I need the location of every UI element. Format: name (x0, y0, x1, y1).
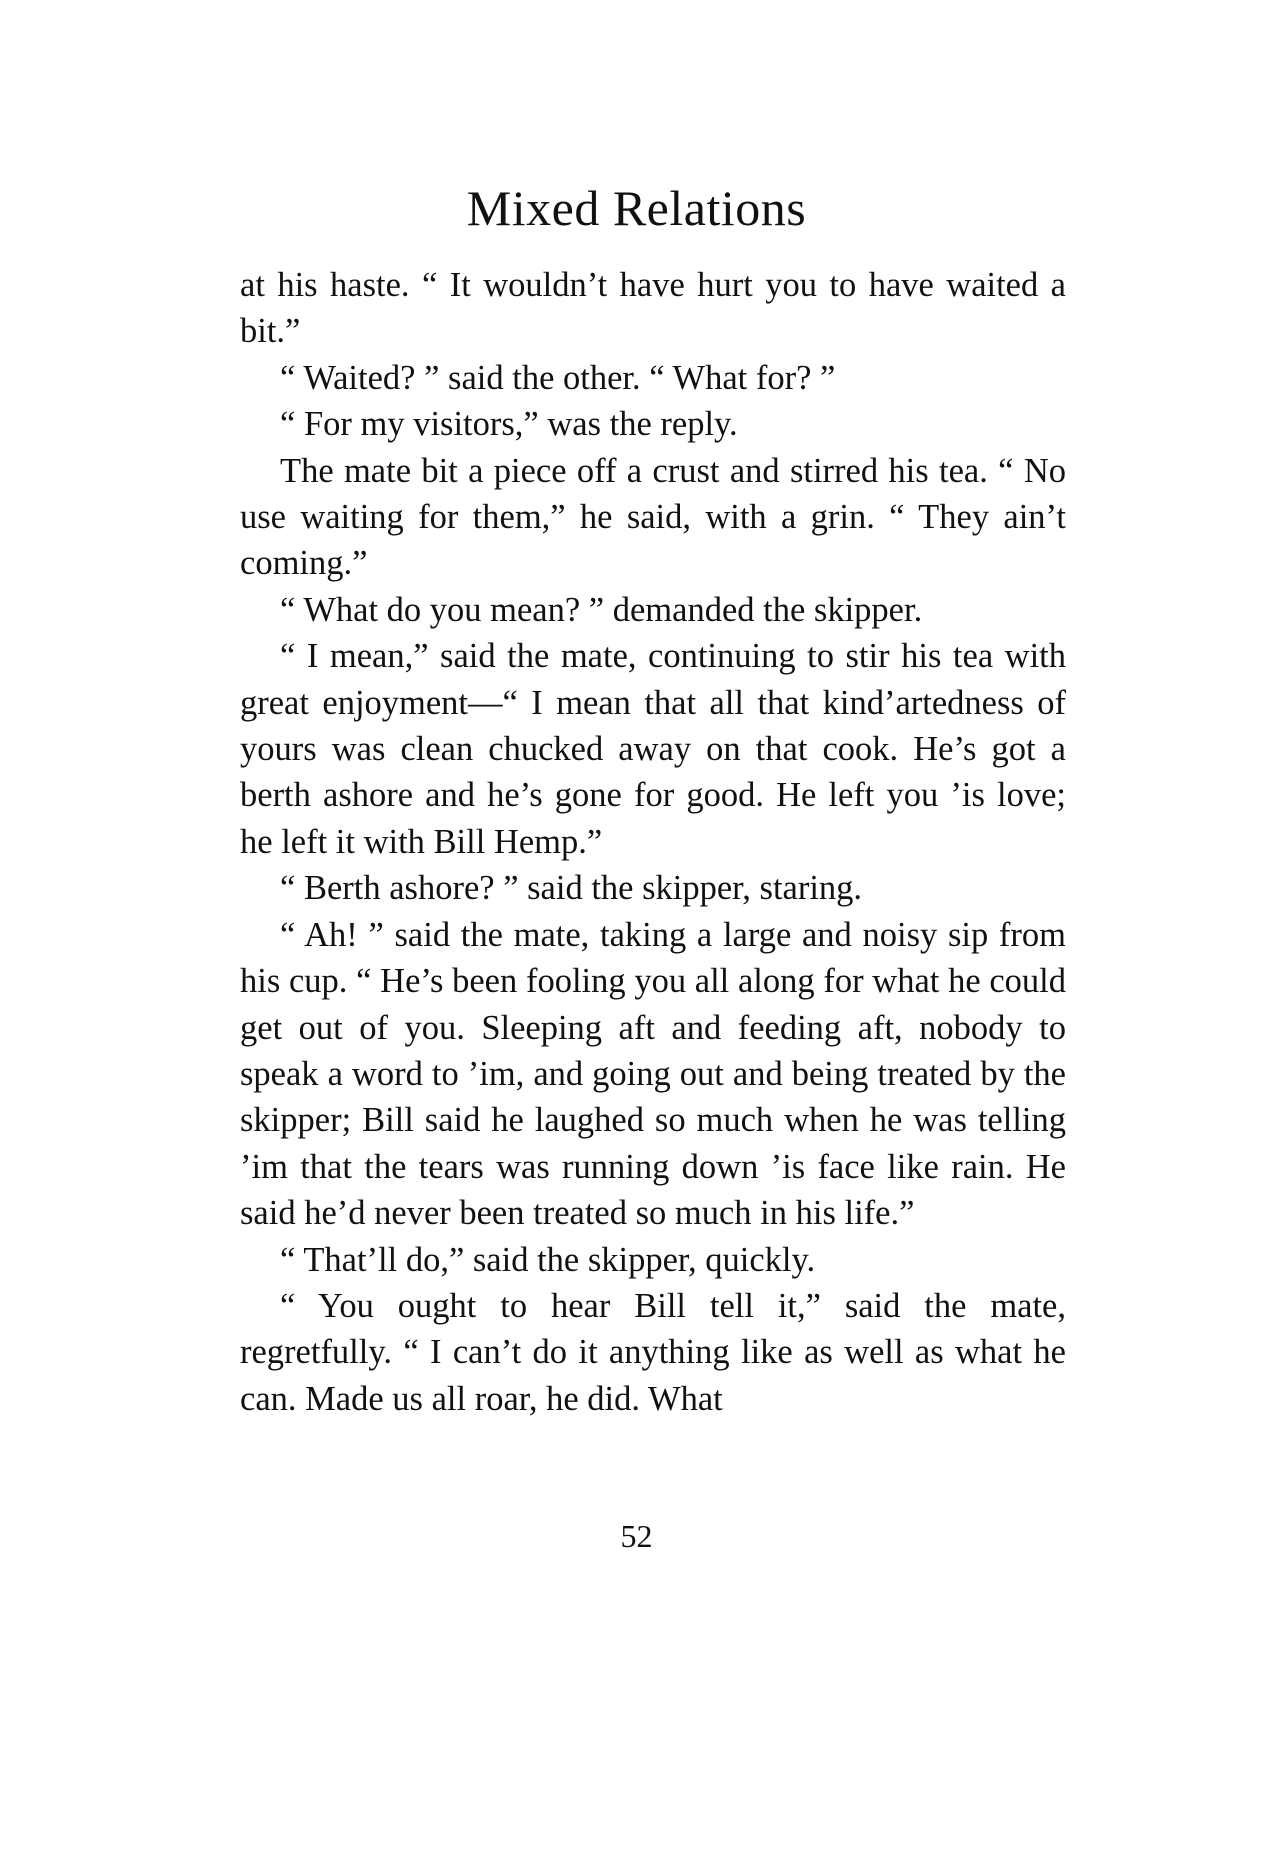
body-text (240, 262, 1066, 1422)
running-head: Mixed Relations (466, 180, 807, 236)
paragraph: “ Ah! ” said the mate, taking a large and noisy sip from his cup. “ He’s been fooling you all along for what he could get out of you. Sleeping aft and feeding aft, nobody to speak a word to ’im, and going out and being treated by the skipper; Bill said he laughed so much when he was telling ’im that the tears was running down ’is face like rain. He said he’d never been treated so much in his life.” (240, 915, 1066, 1233)
paragraph: “ That’ll do,” said the skipper, quickly. (280, 1240, 816, 1279)
paragraph: “ Waited? ” said the other. “ What for? ” (280, 358, 836, 397)
paragraph: “ Berth ashore? ” said the skipper, staring. (280, 869, 863, 908)
page-number: 52 (620, 1518, 653, 1554)
paragraph: “ What do you mean? ” demanded the skipper. (280, 590, 923, 629)
paragraph: “ I mean,” said the mate, continuing to stir his tea with great enjoyment—“ I mean that all that kind’artedness of yours was clean chucked away on that cook. He’s got a berth ashore and he’s gone for good. He left you ’is love; he left it with Bill Hemp.” (240, 637, 1066, 861)
paragraph: “ For my visitors,” was the reply. (280, 405, 738, 444)
paragraph: “ You ought to hear Bill tell it,” said the mate, regretfully. “ I can’t do it anything like as well as what he can. Made us all roar, he did. What (240, 1286, 1066, 1418)
paragraph: The mate bit a piece off a crust and stirred his tea. “ No use waiting for them,” he said, with a grin. “ They ain’t coming.” (240, 451, 1066, 583)
paragraph: at his haste. “ It wouldn’t have hurt you to have waited a bit.” (240, 266, 1066, 351)
